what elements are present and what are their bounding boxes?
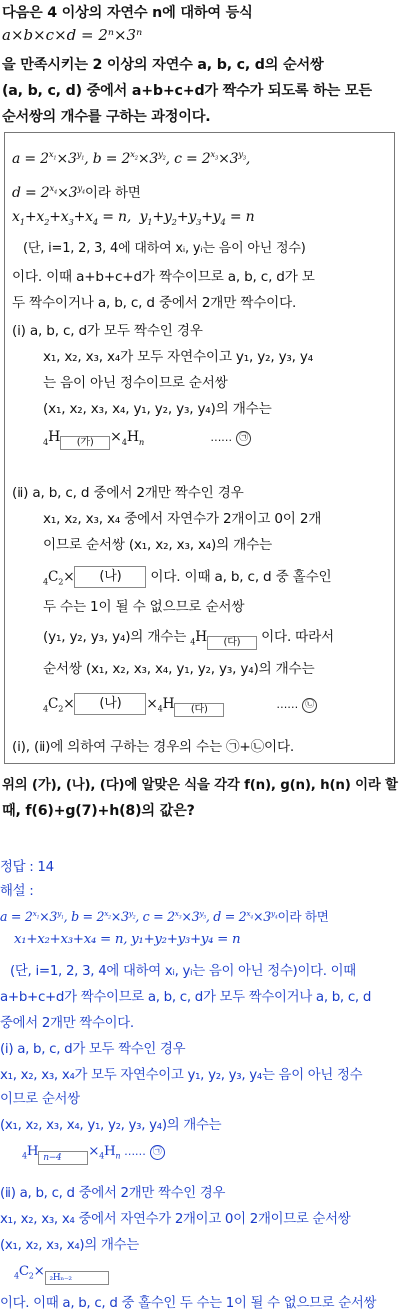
case1-line-3: (x₁, x₂, x₃, x₄, y₁, y₂, y₃, y₄)의 개수는 (43, 401, 272, 417)
answer-line-1: $a = 2^{x_1}\times 3^{y_1}$, $b = 2^{x_2}\times 3^{y_2}$, $c = 2^{x_3}\times 3^{y_3}$, $d = 2^{x_4}\times 3^{y_4}$이라 하면 (0, 908, 329, 924)
answer-line-9: (x₁, x₂, x₃, x₄, y₁, y₂, y₃, y₄)의 개수는 (0, 1118, 222, 1133)
answer-box-2h: ₂Hₙ₋₂ (45, 1271, 109, 1285)
case2-line-4: 두 수는 1이 될 수 없으므로 순서쌍 (43, 599, 245, 615)
problem-line-5: 순서쌍의 개수를 구하는 과정이다. (2, 109, 211, 125)
problem-line-1: 다음은 4 이상의 자연수 n에 대하여 등식 (2, 5, 253, 21)
case2-formula: $_4C_2\times$ (나) $\times_4H$ (다) …… ㉡ (43, 693, 317, 717)
answer-mark-1-icon: ㉠ (150, 1145, 165, 1160)
explanation-label: 해설 : (0, 884, 34, 899)
box-line-5: 두 짝수이거나 a, b, c, d 중에서 2개만 짝수이다. (12, 295, 297, 311)
answer-label: 정답 : 14 (0, 860, 54, 875)
answer-line-4: a+b+c+d가 짝수이므로 a, b, c, d가 모두 짝수이거나 a, b, c, d (0, 990, 372, 1005)
problem-line-3: 을 만족시키는 2 이상의 자연수 a, b, c, d의 순서쌍 (2, 57, 324, 73)
problem-equation: a×b×c×d = 2ⁿ×3ⁿ (2, 26, 143, 44)
box-definition-line: $a = 2^{x_1}\times 3^{y_1}$, $b = 2^{x_2}\times 3^{y_2}$, $c = 2^{x_3}\times 3^{y_3}$, (12, 149, 251, 167)
answer-line-8: 이므로 순서쌍 (0, 1092, 80, 1107)
case1-heading: (ⅰ) a, b, c, d가 모두 짝수인 경우 (12, 323, 203, 339)
proof-box (4, 132, 395, 764)
blank-da-2: (다) (174, 703, 224, 717)
answer-line-15: 이다. 이때 a, b, c, d 중 홀수인 두 수는 1이 될 수 없으므로 순서쌍 (0, 1296, 377, 1311)
question-line-1: 위의 (가), (나), (다)에 알맞은 식을 각각 f(n), g(n), h(n) 이라 할 (2, 778, 398, 793)
case1-formula: $_4$H (가) $\times_4H_n$ …… ㉠ (43, 429, 251, 450)
case1-line-2: 는 음이 아닌 정수이므로 순서쌍 (43, 375, 228, 391)
mark-1-icon: ㉠ (236, 431, 251, 446)
box-definition-line-2: $d = 2^{x_4}\times 3^{y_4}$이라 하면 (12, 183, 141, 201)
answer-line-7: x₁, x₂, x₃, x₄가 모두 자연수이고 y₁, y₂, y₃, y₄는 음이 아닌 정수 (0, 1068, 363, 1083)
question-line-2: 때, f(6)+g(7)+h(8)의 값은? (2, 803, 195, 819)
case2-line-6: 순서쌍 (x₁, x₂, x₃, x₄, y₁, y₂, y₃, y₄)의 개수는 (43, 661, 315, 677)
case1-line-1: x₁, x₂, x₃, x₄가 모두 자연수이고 y₁, y₂, y₃, y₄ (43, 349, 314, 365)
box-sum-equations: $x_1+x_2+x_3+x_4 = n$, $y_1+y_2+y_3+y_4 = n$ (12, 209, 255, 227)
answer-formula-2: $_4C_2\times _2H_{n-2}$ (14, 1264, 109, 1285)
answer-line-5: 중에서 2개만 짝수이다. (0, 1016, 134, 1031)
case2-heading: (ⅱ) a, b, c, d 중에서 2개만 짝수인 경우 (12, 485, 244, 501)
blank-na-2: (나) (74, 693, 146, 715)
blank-ga: (가) (60, 436, 110, 450)
answer-line-11: (ⅱ) a, b, c, d 중에서 2개만 짝수인 경우 (0, 1186, 226, 1201)
box-note: (단, i=1, 2, 3, 4에 대하여 xᵢ, yᵢ는 음이 아닌 정수) (23, 241, 306, 256)
answer-line-3: (단, i=1, 2, 3, 4에 대하여 xᵢ, yᵢ는 음이 아닌 정수)이다. 이때 (10, 964, 356, 979)
case2-line-2: 이므로 순서쌍 (x₁, x₂, x₃, x₄)의 개수는 (43, 537, 272, 553)
case2-line-5: (y₁, y₂, y₃, y₄)의 개수는 $_4$H (다) 이다. 따라서 (43, 629, 334, 648)
box-line-4: 이다. 이때 a+b+c+d가 짝수이므로 a, b, c, d가 모 (12, 269, 315, 285)
blank-na: (나) (74, 566, 146, 588)
answer-line-6: (ⅰ) a, b, c, d가 모두 짝수인 경우 (0, 1042, 186, 1057)
answer-line-12: x₁, x₂, x₃, x₄ 중에서 자연수가 2개이고 0이 2개이므로 순서쌍 (0, 1212, 351, 1227)
answer-line-2: x₁+x₂+x₃+x₄ = n, y₁+y₂+y₃+y₄ = n (14, 932, 241, 947)
answer-formula-1: $_4$H $n-4 \times_4H_n$ …… ㉠ (22, 1144, 165, 1165)
problem-line-4: (a, b, c, d) 중에서 a+b+c+d가 짝수가 되도록 하는 모든 (2, 83, 372, 99)
blank-da: (다) (207, 636, 257, 650)
case2-line-3: $_4C_2\times$ (나) 이다. 이때 a, b, c, d 중 홀수인 (43, 565, 331, 588)
answer-box-n4: n−4 (38, 1151, 88, 1165)
answer-line-13: (x₁, x₂, x₃, x₄)의 개수는 (0, 1238, 139, 1253)
mark-2-icon: ㉡ (302, 698, 317, 713)
case2-line-1: x₁, x₂, x₃, x₄ 중에서 자연수가 2개이고 0이 2개 (43, 511, 322, 527)
box-conclusion: (ⅰ), (ⅱ)에 의하여 구하는 경우의 수는 ㉠+㉡이다. (12, 739, 294, 755)
